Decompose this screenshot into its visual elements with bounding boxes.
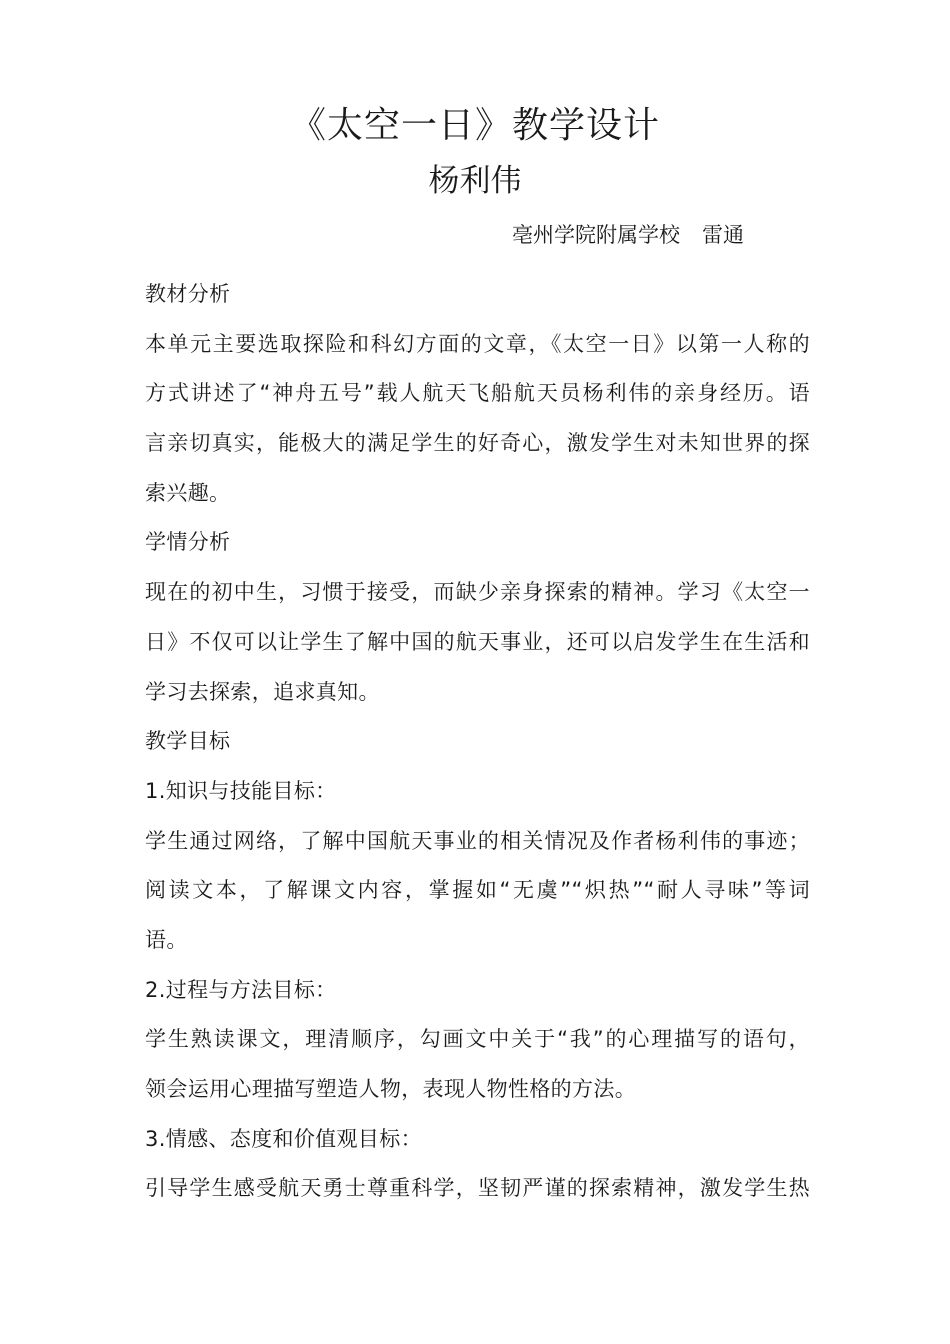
paragraph-line: 领会运用心理描写塑造人物，表现人物性格的方法。 <box>145 1077 637 1101</box>
paragraph-line: 引导学生感受航天勇士尊重科学，坚韧严谨的探索精神，激发学生热 <box>145 1176 810 1201</box>
document-author: 杨利伟 <box>428 163 522 199</box>
paragraph-line: 语。 <box>145 927 188 952</box>
document-body <box>145 270 810 1214</box>
section-heading-materials: 教材分析 <box>145 282 231 306</box>
paragraph-line: 学生熟读课文，理清顺序，勾画文中关于“我”的心理描写的语句， <box>145 1027 810 1052</box>
affiliation-line <box>512 219 744 251</box>
affiliation-school: 亳州学院附属学校 <box>512 223 680 247</box>
paragraph-line: 索兴趣。 <box>145 480 231 505</box>
paragraph-line: 现在的初中生，习惯于接受，而缺少亲身探索的精神。学习《太空一 <box>145 580 810 605</box>
objective-heading-process: 2.过程与方法目标： <box>145 977 337 1002</box>
section-heading-students: 学情分析 <box>145 530 231 555</box>
paragraph-line: 学生通过网络，了解中国航天事业的相关情况及作者杨利伟的事迹； <box>145 828 810 853</box>
objective-heading-values: 3.情感、态度和价值观目标： <box>145 1126 422 1151</box>
paragraph-line: 方式讲述了“神舟五号”载人航天飞船航天员杨利伟的亲身经历。语 <box>145 381 810 406</box>
document-title: 《太空一日》教学设计 <box>289 105 660 146</box>
paragraph-line: 学习去探索，追求真知。 <box>145 679 380 704</box>
affiliation-teacher: 雷通 <box>702 223 744 247</box>
paragraph-line: 阅读文本，了解课文内容，掌握如“无虞”“炽热”“耐人寻味”等词 <box>145 878 810 903</box>
section-heading-objectives: 教学目标 <box>145 729 231 754</box>
paragraph-line: 本单元主要选取探险和科幻方面的文章，《太空一日》以第一人称的 <box>145 331 810 356</box>
paragraph-line: 日》不仅可以让学生了解中国的航天事业，还可以启发学生在生活和 <box>145 629 810 654</box>
paragraph-line: 言亲切真实，能极大的满足学生的好奇心，激发学生对未知世界的探 <box>145 431 810 456</box>
objective-heading-knowledge: 1.知识与技能目标： <box>145 778 337 803</box>
